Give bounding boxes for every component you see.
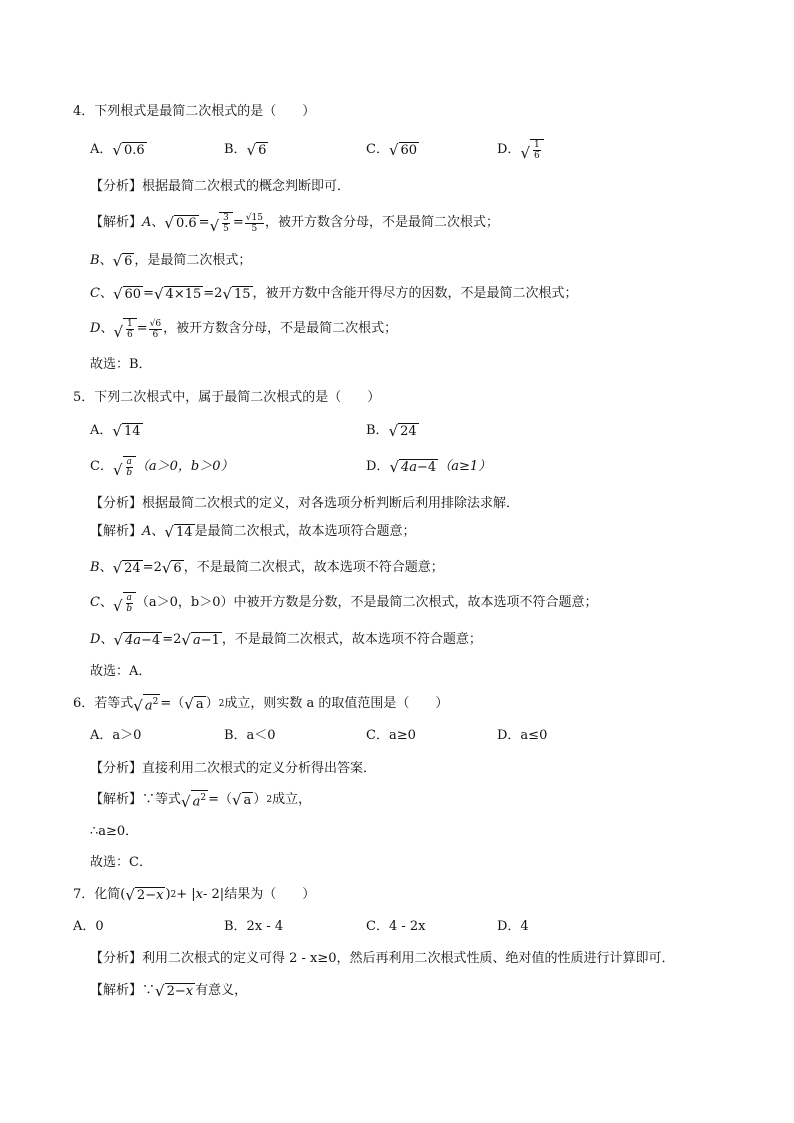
q4-solution-a: 【解析】 A 、 √ 0.6 = √ $\frac{3}{5}$ = $\frac{√15}{5}$ ，被开方数含分母，不是最简二次根式； bbox=[90, 212, 499, 235]
q5-stem: 5．下列二次根式中，属于最简二次根式的是（ ） bbox=[73, 390, 381, 405]
q5-option-b: B． √ 24 bbox=[366, 422, 417, 440]
q4-stem: 4．下列根式是最简二次根式的是（ ） bbox=[73, 104, 316, 119]
q4-solution-d: D 、 √ $\frac{1}{6}$ = $\frac{√6}{6}$ ，被开方数含分母，不是最简二次根式； bbox=[90, 318, 398, 341]
q5-answer: 故选：A． bbox=[90, 664, 152, 679]
q7-stem: 7．化简 ( √ 2−x ) 2 + | x - 2| 结果为（ ） bbox=[73, 886, 316, 904]
q4-solution-b: B 、 √ 6 ，是最简二次根式； bbox=[90, 252, 252, 270]
q7-option-d: D．4 bbox=[497, 919, 529, 934]
q5-solution-d: D 、 √ 4a−4 =2 √ a−1 ，不是最简二次根式，故本选项不符合题意； bbox=[90, 631, 482, 649]
q4-option-d: D． √ $\frac{1}{6}$ bbox=[497, 139, 544, 161]
q6-stem: 6．若等式 √ $a^2$ =（ √ a ） 2 成立，则实数 a 的取值范围是（ ） bbox=[73, 695, 449, 715]
q7-option-c: C．4 - 2x bbox=[366, 919, 426, 934]
sqrt-6: √ 6 bbox=[246, 141, 267, 159]
q7-analysis: 【分析】利用二次根式的定义可得 2 - x≥0，然后再利用二次根式性质、绝对值的性质进行计算即可． bbox=[90, 951, 675, 966]
q7-option-b: B．2x - 4 bbox=[224, 919, 284, 934]
sqrt-one-sixth: √ $\frac{1}{6}$ bbox=[520, 139, 543, 161]
q5-option-a: A． √ 14 bbox=[90, 422, 141, 440]
q5-option-c: C． √ $\frac{a}{b}$ （a＞0，b＞0） bbox=[90, 457, 234, 479]
q6-solution-line2: ∴a≥0． bbox=[90, 824, 139, 839]
q5-solution-a: 【解析】 A 、 √ 14 是最简二次根式，故本选项符合题意； bbox=[90, 523, 416, 541]
q6-option-b: B．a＜0 bbox=[224, 728, 276, 743]
q6-option-a: A．a＞0 bbox=[90, 728, 142, 743]
q4-option-b: B． √ 6 bbox=[224, 141, 267, 159]
q5-solution-b: B 、 √ 24 =2 √ 6 ，不是最简二次根式，故本选项不符合题意； bbox=[90, 559, 444, 577]
q5-analysis: 【分析】根据最简二次根式的定义，对各选项分析判断后利用排除法求解． bbox=[90, 496, 520, 511]
sqrt-0.6: √ 0.6 bbox=[112, 141, 145, 159]
q6-solution: 【解析】∵等式 √ $a^2$ =（ √ a ） 2 成立， bbox=[90, 791, 312, 811]
q6-option-c: C．a≥0 bbox=[366, 728, 416, 743]
q4-option-c: C． √ 60 bbox=[366, 141, 418, 159]
q7-solution: 【解析】∵ √ 2−x 有意义， bbox=[90, 982, 248, 1000]
q6-analysis: 【分析】直接利用二次根式的定义分析得出答案． bbox=[90, 761, 377, 776]
q4-option-a: A． √ 0.6 bbox=[90, 141, 145, 159]
q7-option-a: A．0 bbox=[73, 919, 104, 934]
q5-solution-c: C 、 √ $\frac{a}{b}$ （a＞0，b＞0）中被开方数是分数，不是最简二次根式，故本选项不符合题意； bbox=[90, 593, 598, 615]
q4-answer: 故选：B． bbox=[90, 357, 152, 372]
sqrt-60: √ 60 bbox=[388, 141, 418, 159]
q4-solution-c: C 、 √ 60 = √ 4×15 =2 √ 15 ，被开方数中含能开得尽方的因数，不是最简二次根式； bbox=[90, 285, 578, 303]
q5-option-d: D． √ 4a−4 （a≥1） bbox=[366, 458, 492, 476]
q6-answer: 故选：C． bbox=[90, 855, 152, 870]
q6-option-d: D．a≤0 bbox=[497, 728, 548, 743]
q4-analysis: 【分析】根据最简二次根式的概念判断即可． bbox=[90, 179, 351, 194]
